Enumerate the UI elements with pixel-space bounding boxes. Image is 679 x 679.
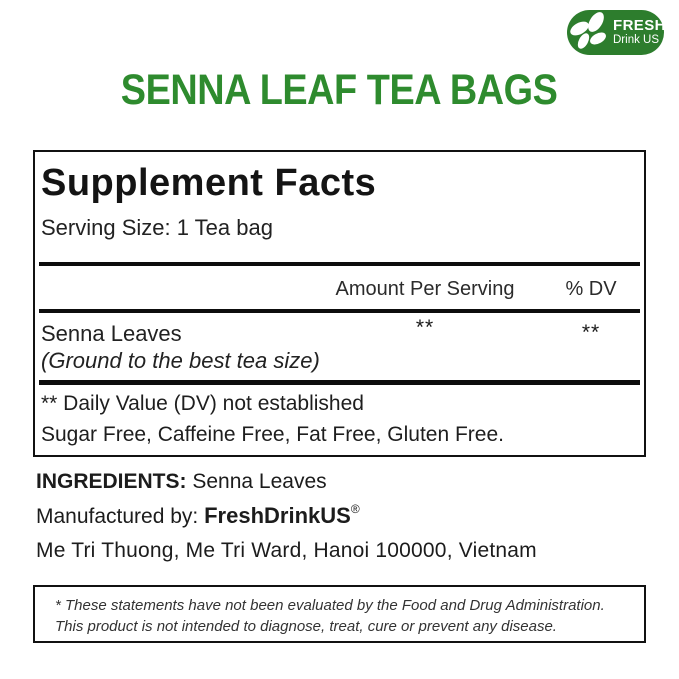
divider-bar-bottom [39,380,640,385]
registered-mark: ® [350,502,360,516]
divider-bar-top [39,262,640,266]
serving-size: Serving Size: 1 Tea bag [41,215,273,240]
brand-name: FRESH [613,17,666,34]
ingredient-name: Senna Leaves [41,321,182,346]
disclaimer-line-2: This product is not intended to diagnose, treat, cure or prevent any disease. [55,618,557,635]
ingredient-amount: ** [415,316,435,339]
dv-footnote: ** Daily Value (DV) not established [41,392,364,415]
ingredient-note: (Ground to the best tea size) [41,348,320,373]
disclaimer-line-1: * These statements have not been evaluated by the Food and Drug Administration. [55,597,605,614]
brand-logo [567,10,664,55]
supplement-facts-panel [33,150,646,457]
ingredients-line [36,470,327,494]
supplement-facts-heading: Supplement Facts [41,162,377,204]
fda-disclaimer [33,585,646,643]
manufactured-line [36,503,360,529]
divider-bar-header [39,309,640,313]
leaf-icon [567,8,615,58]
manufacturer-name: FreshDrinkUS [204,503,351,528]
brand-logo-text [613,18,666,47]
ingredient-dv: ** [581,321,601,344]
column-header-amount: Amount Per Serving [335,278,515,300]
free-claims: Sugar Free, Caffeine Free, Fat Free, Gluten Free. [41,423,504,446]
ingredients-value: Senna Leaves [186,470,327,493]
product-title: SENNA LEAF TEA BAGS [121,66,558,114]
manufacturer-address: Me Tri Thuong, Me Tri Ward, Hanoi 100000, Vietnam [36,539,537,562]
ingredients-label: INGREDIENTS: [36,470,187,493]
column-header-dv: % DV [565,278,617,300]
brand-subtitle: Drink US [613,34,660,46]
manufactured-label: Manufactured by: [36,505,205,528]
